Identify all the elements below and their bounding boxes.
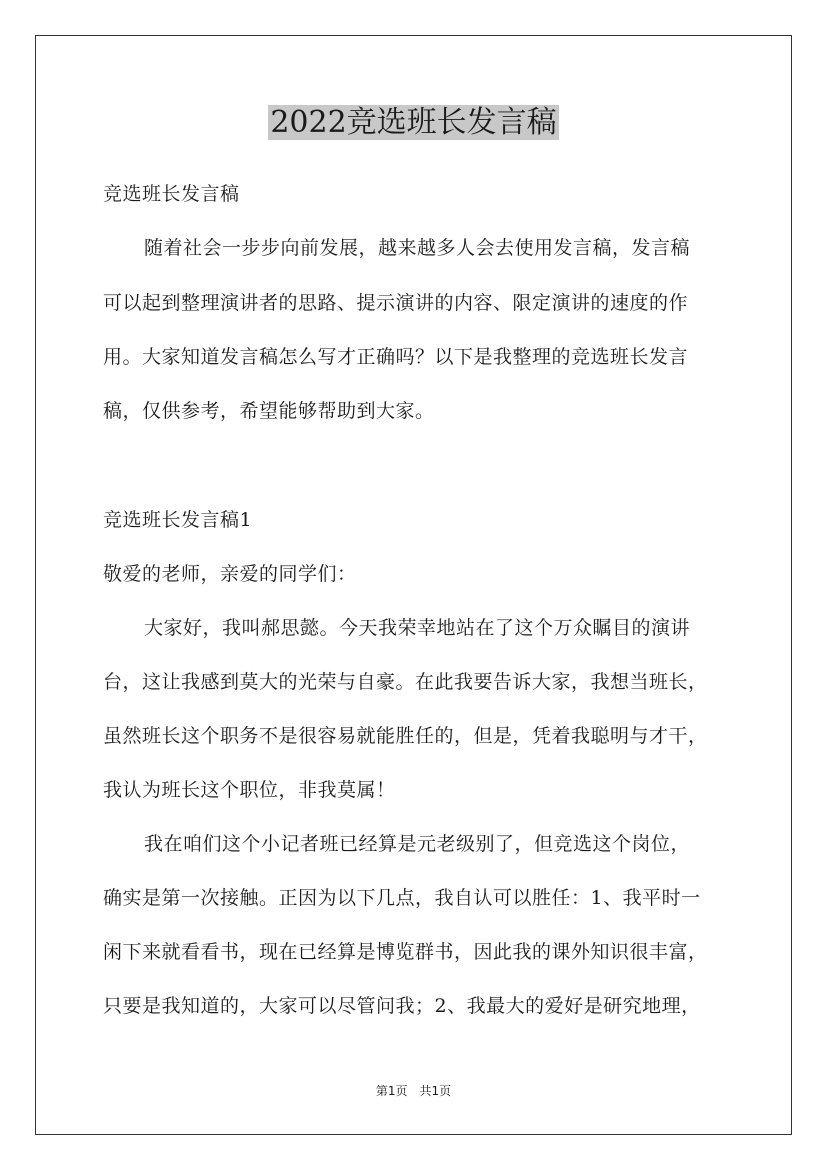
document-title xyxy=(0,103,827,143)
para1-line-1: 大家好，我叫郝思懿。今天我荣幸地站在了这个万众瞩目的演讲 xyxy=(144,617,691,639)
page-footer: 第1页 共1页 xyxy=(375,1084,452,1098)
para2-line-3: 闲下来就看看书，现在已经算是博览群书，因此我的课外知识很丰富， xyxy=(103,941,708,963)
section-heading: 竞选班长发言稿1 xyxy=(103,509,253,531)
para2-line-1: 我在咱们这个小记者班已经算是元老级别了，但竞选这个岗位， xyxy=(144,833,691,855)
intro-line-3: 用。大家知道发言稿怎么写才正确吗？以下是我整理的竞选班长发言 xyxy=(103,346,689,368)
intro-line-2: 可以起到整理演讲者的思路、提示演讲的内容、限定演讲的速度的作 xyxy=(103,292,689,314)
salutation: 敬爱的老师，亲爱的同学们： xyxy=(103,563,357,585)
intro-line-1: 随着社会一步步向前发展，越来越多人会去使用发言稿，发言稿 xyxy=(144,237,691,259)
para1-line-3: 虽然班长这个职务不是很容易就能胜任的，但是，凭着我聪明与才干， xyxy=(103,725,708,747)
para1-line-4: 我认为班长这个职位，非我莫属！ xyxy=(103,779,396,801)
intro-line-4: 稿，仅供参考，希望能够帮助到大家。 xyxy=(103,400,435,422)
para1-line-2: 台，这让我感到莫大的光荣与自豪。在此我要告诉大家，我想当班长， xyxy=(103,671,708,693)
document-title-text: 2022竞选班长发言稿 xyxy=(270,105,557,140)
document-subtitle: 竞选班长发言稿 xyxy=(103,183,240,205)
para2-line-2: 确实是第一次接触。正因为以下几点，我自认可以胜任：1、我平时一 xyxy=(103,887,701,909)
para2-line-4: 只要是我知道的，大家可以尽管问我；2、我最大的爱好是研究地理， xyxy=(103,995,701,1017)
